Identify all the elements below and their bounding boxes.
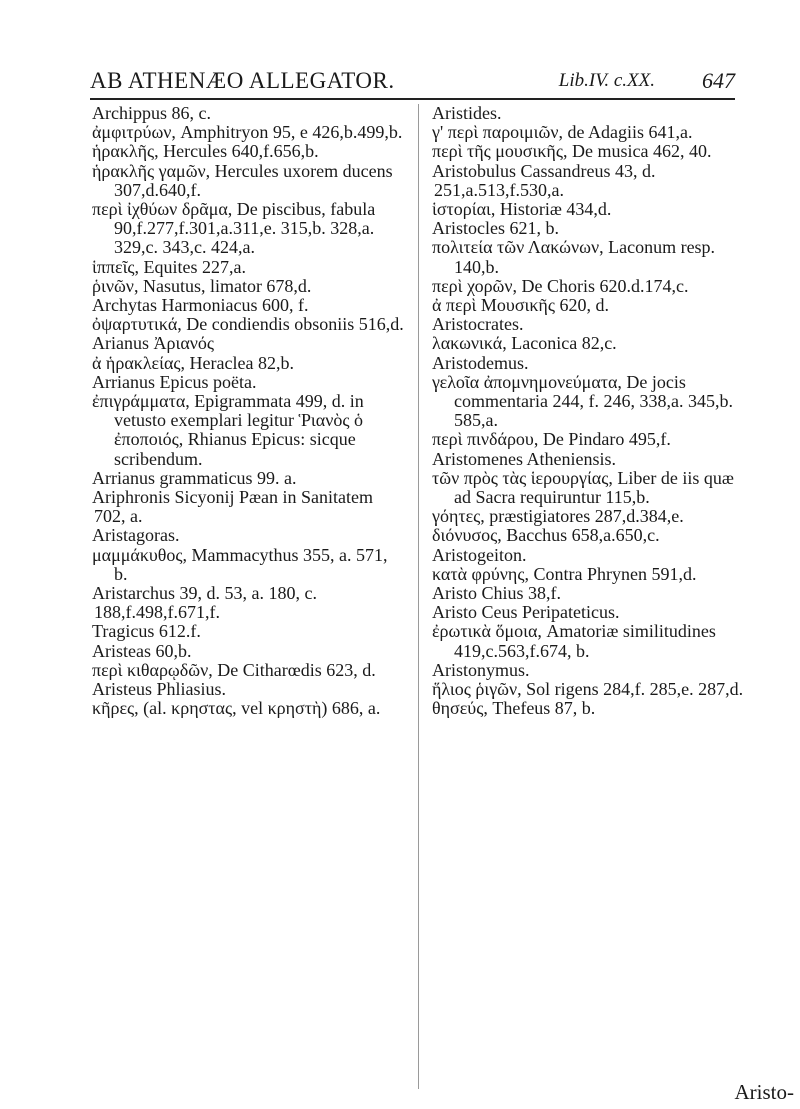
index-entry: ἡρακλῆς, Hercules 640,f.656,b.	[92, 141, 319, 162]
index-entry: Aristides.	[432, 104, 502, 123]
index-entry: ἥλιος ῥιγῶν, Sol rigens 284,f. 285,e. 287,d.	[432, 679, 744, 700]
index-entry: ἀ ἡρακλείας, Heraclea 82,b.	[92, 352, 294, 373]
index-entry: Aristo Ceus Peripateticus.	[432, 602, 620, 623]
index-entry: Aristocles 621, b.	[432, 218, 559, 239]
index-entry: ἐπιγράμματα, Epigrammata 499, d. in vetusto exemplari legitur Ῥιανὸς ὁ ἐποποιός, Rhianus Epicus: sicque scribendum.	[92, 391, 364, 469]
index-entry: Tragicus 612.f.	[92, 621, 201, 642]
page-number: 647	[702, 68, 735, 93]
header-rule	[90, 98, 735, 100]
index-column-left	[92, 104, 404, 1089]
index-entry: ἀ περὶ Μουσικῆς 620, d.	[432, 295, 609, 316]
index-entry: Arrianus Epicus poëta.	[92, 371, 257, 392]
index-entry: Aristobulus Cassandreus 43, d. 251,a.513,f.530,a.	[432, 160, 656, 200]
index-entry: ἱστορίαι, Historiæ 434,d.	[432, 199, 612, 220]
index-entry: λακωνικά, Laconica 82,c.	[432, 333, 617, 354]
column-divider	[418, 104, 419, 1089]
index-entry: Aristeas 60,b.	[92, 640, 192, 661]
index-entry: Aristodemus.	[432, 352, 529, 373]
index-entry: περὶ κιθαρῳδῶν, De Citharœdis 623, d.	[92, 659, 376, 680]
index-entry: γ' περὶ παροιμιῶν, de Adagiis 641,a.	[432, 122, 693, 143]
index-entry: γόητες, præstigiatores 287,d.384,e.	[432, 506, 684, 527]
index-entry: πολιτεία τῶν Λακώνων, Laconum resp. 140,b.	[432, 237, 716, 277]
section-reference: Lib.IV. c.XX.	[558, 70, 655, 91]
running-title: AB ATHENÆO ALLEGATOR.	[90, 68, 395, 93]
index-entry: κῆρες, (al. κρηστας, vel κρηστὴ) 686, a.	[92, 698, 381, 719]
catchword: Aristo-	[734, 1080, 794, 1104]
index-entry: περὶ χορῶν, De Choris 620.d.174,c.	[432, 275, 689, 296]
index-column-right	[432, 104, 752, 1089]
index-entry: Aristo Chius 38,f.	[432, 583, 562, 604]
index-entry: Aristeus Phliasius.	[92, 679, 227, 700]
index-entry: γελοῖα ἀπομνημονεύματα, De jocis commentaria 244, f. 246, 338,a. 345,b. 585,a.	[432, 371, 733, 431]
index-entry: Aristarchus 39, d. 53, a. 180, c. 188,f.498,f.671,f.	[92, 583, 317, 623]
index-entry: Aristocrates.	[432, 314, 524, 335]
index-entry: ὀψαρτυτικά, De condiendis obsoniis 516,d.	[92, 314, 404, 335]
index-entry: Archippus 86, c.	[92, 104, 211, 123]
index-entry: περὶ τῆς μουσικῆς, De musica 462, 40.	[432, 141, 712, 162]
index-entry: περὶ ἰχθύων δρᾶμα, De piscibus, fabula 90,f.277,f.301,a.311,e. 315,b. 328,a. 329,c. 343,c. 424,a.	[92, 199, 376, 258]
index-entry: Arrianus grammaticus 99. a.	[92, 467, 297, 488]
running-header	[90, 64, 735, 98]
index-entry: ῥινῶν, Nasutus, limator 678,d.	[92, 275, 312, 296]
index-entry: Aristonymus.	[432, 659, 530, 680]
index-entry: περὶ πινδάρου, De Pindaro 495,f.	[432, 429, 671, 450]
index-entry: Ariphronis Sicyonij Pæan in Sanitatem 702, a.	[92, 487, 373, 527]
index-entry: ἐρωτικὰ ὅμοια, Amatoriæ similitudines 419,c.563,f.674, b.	[432, 621, 716, 661]
index-entry: Arianus Ἀριανός	[92, 333, 215, 354]
index-entry: Archytas Harmoniacus 600, f.	[92, 295, 309, 316]
index-entry: μαμμάκυθος, Mammacythus 355, a. 571, b.	[92, 544, 388, 584]
index-entry: ἱππεῖς, Equites 227,a.	[92, 256, 247, 277]
index-entry: Aristogeiton.	[432, 544, 527, 565]
index-entry: Aristagoras.	[92, 525, 180, 546]
index-entry: κατὰ φρύνης, Contra Phrynen 591,d.	[432, 563, 697, 584]
index-entry: διόνυσος, Bacchus 658,a.650,c.	[432, 525, 660, 546]
index-entry: τῶν πρὸς τὰς ἱερουργίας, Liber de iis quæ ad Sacra requiruntur 115,b.	[432, 467, 734, 508]
index-entry: ἀμφιτρύων, Amphitryon 95, e 426,b.499,b.	[92, 122, 403, 143]
index-entry: Aristomenes Atheniensis.	[432, 448, 616, 469]
index-entry: θησεύς, Thefeus 87, b.	[432, 698, 596, 719]
index-entry: ἡρακλῆς γαμῶν, Hercules uxorem ducens 307,d.640,f.	[92, 160, 393, 200]
